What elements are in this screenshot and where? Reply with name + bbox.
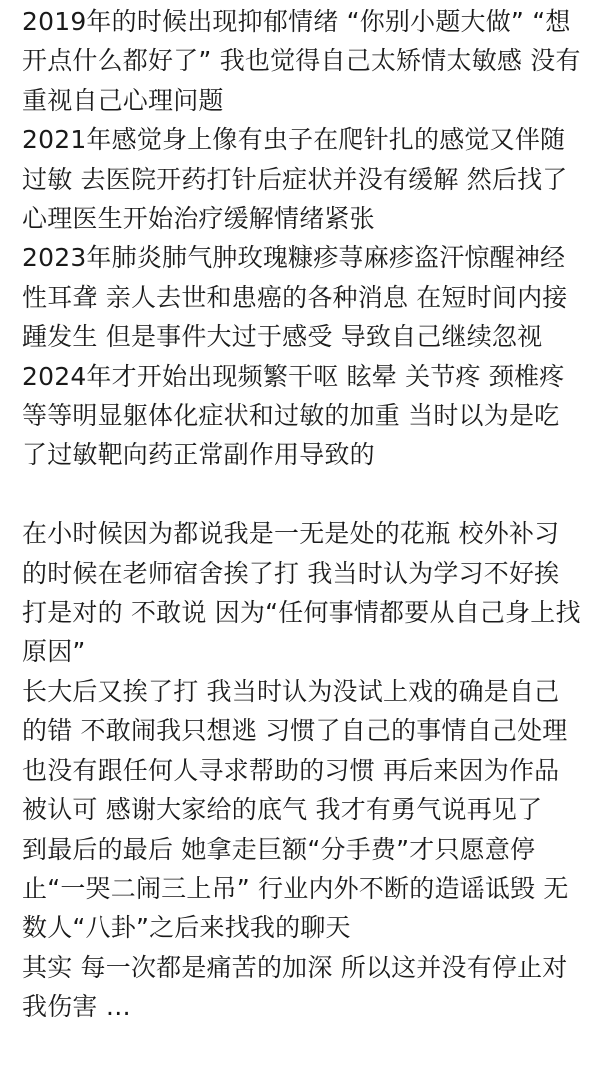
paragraph-spacer bbox=[22, 475, 582, 514]
paragraph-2024: 2024年才开始出现频繁干呕 眩晕 关节疼 颈椎疼等等明显躯体化症状和过敏的加重 当时以为是吃了过敏靶向药正常副作用导致的 bbox=[22, 361, 565, 470]
paragraph-adulthood: 长大后又挨了打 我当时认为没试上戏的确是自己的错 不敢闹我只想逃 习惯了自己的事情自己处理 也没有跟任何人寻求帮助的习惯 再后来因为作品被认可 感谢大家给的底气 我才有勇气说再见了 bbox=[22, 676, 568, 825]
paragraph-2021: 2021年感觉身上像有虫子在爬针扎的感觉又伴随过敏 去医院开药打针后症状并没有缓解 然后找了心理医生开始治疗缓解情绪紧张 bbox=[22, 125, 568, 234]
paragraph-breakup: 到最后的最后 她拿走巨额“分手费”才只愿意停止“一哭二闹三上吊” 行业内外不断的造谣诋毁 无数人“八卦”之后来找我的聊天 bbox=[22, 834, 569, 943]
paragraph-2023: 2023年肺炎肺气肿玫瑰糠疹荨麻疹盗汗惊醒神经性耳聋 亲人去世和患癌的各种消息 在短时间内接踵发生 但是事件大过于感受 导致自己继续忽视 bbox=[22, 243, 568, 352]
paragraph-childhood: 在小时候因为都说我是一无是处的花瓶 校外补习的时候在老师宿舍挨了打 我当时认为学习不好挨打是对的 不敢说 因为“任何事情都要从自己身上找原因” bbox=[22, 519, 581, 667]
paragraph-conclusion: 其实 每一次都是痛苦的加深 所以这并没有停止对我伤害 … bbox=[22, 952, 568, 1022]
paragraph-2019: 2019年的时候出现抑郁情绪 “你别小题大做” “想开点什么都好了” 我也觉得自己太矫情太敏感 没有重视自己心理问题 bbox=[22, 7, 581, 115]
